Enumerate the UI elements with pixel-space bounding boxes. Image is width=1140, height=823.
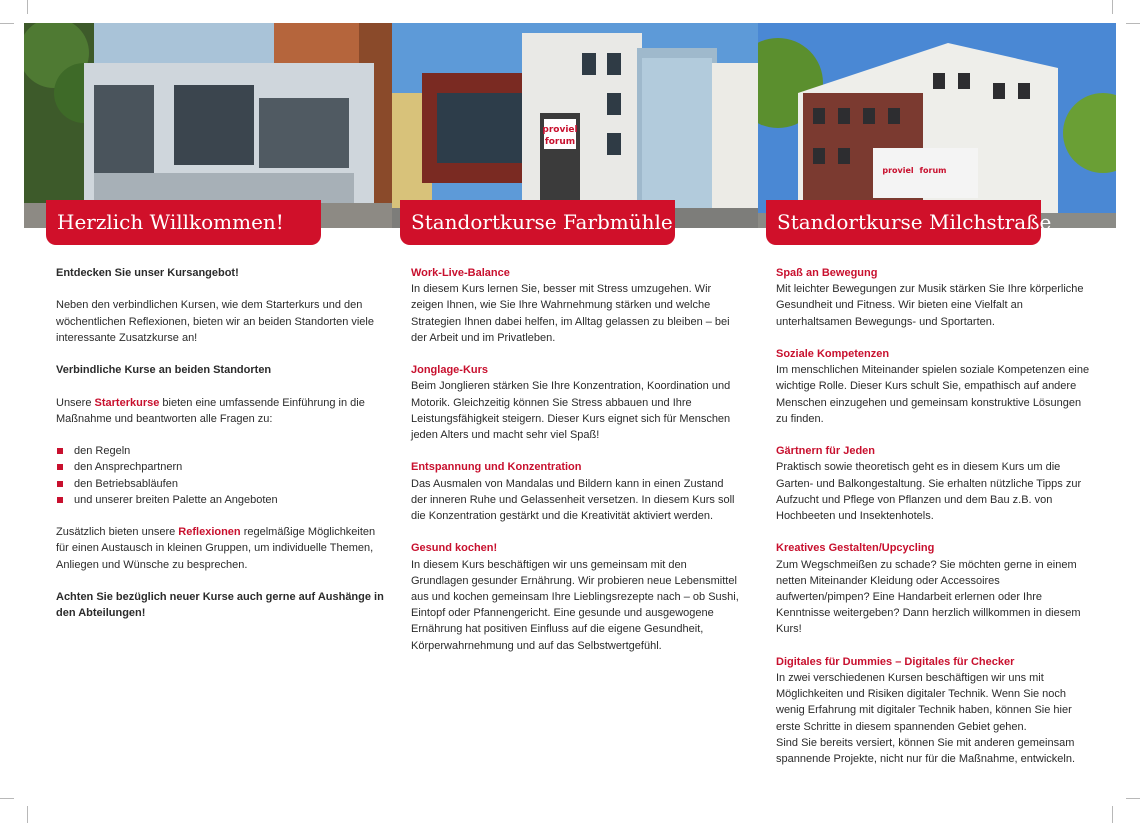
course-text: In zwei verschiedenen Kursen beschäftigen wir uns mit Möglichkeiten und Risiken digitaler Technik. Wenn Sie noch wenig Erfahrung mit digitaler Technik haben, können Sie hier erste Schritte in diesem spannenden Gebiet gehen. [776,672,1072,733]
sign-text: forum [919,166,947,175]
course-title: Spaß an Bewegung [776,267,878,279]
column-farbmuehle [411,265,741,670]
crop-mark [27,0,28,14]
course-section [776,654,1091,767]
crop-mark [0,23,14,24]
topic-list [56,443,386,508]
course-text: Sind Sie bereits versiert, können Sie mit anderen gemeinsam spannende Projekte, nicht nur für die Maßnahme, entwickeln. [776,736,1075,766]
crop-mark [0,798,14,799]
crop-mark [1126,23,1140,24]
list-item: und unserer breiten Palette an Angeboten [56,492,386,508]
list-item: den Betriebsabläufen [56,476,386,492]
column-welcome [56,265,386,638]
reflexion-paragraph: Zusätzlich bieten unsere Reflexionen regelmäßige Möglichkeiten für einen Austausch in kleinen Gruppen, um individuelle Themen, Anliegen und Wünsche zu besprechen. [56,526,376,571]
photo-milchstrasse [758,23,1116,228]
course-section [411,540,741,653]
banner-farbmuehle: Standortkurse Farbmühle [400,200,675,245]
crop-mark [1112,0,1113,14]
course-title: Work-Live-Balance [411,267,510,279]
list-item: den Regeln [56,443,386,459]
intro-heading: Entdecken Sie unser Kursangebot! [56,267,239,279]
crop-mark [1112,806,1113,823]
crop-mark [27,806,28,823]
starter-highlight: Starterkurse [94,396,160,409]
intro-paragraph: Neben den verbindlichen Kursen, wie dem Starterkurs und den wöchentlichen Reflexionen, bieten wir an beiden Standorten viele interessante Zusatzkurse an! [56,299,374,344]
course-title: Kreatives Gestalten/Upcycling [776,542,935,555]
course-section [776,265,1091,330]
crop-mark [1126,798,1140,799]
course-section [776,540,1091,637]
photo-container-building [24,23,392,228]
notice-paragraph: Achten Sie bezüglich neuer Kurse auch gerne auf Aushänge in den Abteilungen! [56,590,384,620]
banner-milchstrasse: Standortkurse Milchstraße [766,200,1041,245]
course-title: Gärtnern für Jeden [776,445,876,458]
sign-text: proviel [542,125,578,135]
sign-text: proviel [882,166,914,175]
banner-welcome: Herzlich Willkommen! [46,200,321,245]
course-text: Mit leichter Bewegungen zur Musik stärken Sie Ihre körperliche Gesundheit und Fitness. Wir bieten eine Vielfalt an unterhaltsamen Bewegungs- und Sportarten. [776,283,1084,328]
course-text: Im menschlichen Miteinander spielen soziale Kompetenzen eine wichtige Rolle. Dieser Kurs schult Sie, empathisch auf andere Menschen einzugehen und gemeinsam konstruktive Lösungen zu finden. [776,364,1090,425]
reflexion-highlight: Reflexionen [178,526,241,539]
course-text: Beim Jonglieren stärken Sie Ihre Konzentration, Koordination und Motorik. Gleichzeitig können Sie Stress abbauen und Ihre Leistungsfähigkeit steigern. Dieser Kurs eignet sich für Menschen jeden Alters und macht sehr viel Spaß! [411,380,731,442]
course-text: Das Ausmalen von Mandalas und Bildern kann in einen Zustand der inneren Ruhe und Gelassenheit versetzen. In diesem Kurs soll die Konzentration gestärkt und die Kreativität aktiviert werden. [411,477,735,523]
course-title: Entspannung und Konzentration [411,461,582,474]
course-section [411,459,741,524]
photo-farbmuehle [392,23,758,228]
course-title: Gesund kochen! [411,542,498,555]
course-text: Praktisch sowie theoretisch geht es in diesem Kurs um die Garten- und Balkongestaltung. Sie erhalten nützliche Tipps zur Aufzucht und Pflege von Pflanzen und dem Bau z.B. von Hochbeeten und Insektenhotels. [776,461,1082,523]
mandatory-courses-heading: Verbindliche Kurse an beiden Standorten [56,364,272,377]
starter-paragraph: Unsere Starterkurse bieten eine umfassende Einführung in die Maßnahme und beantworten alle Fragen zu: [56,396,365,425]
course-title: Digitales für Dummies – Digitales für Checker [776,655,1015,668]
course-section [411,362,741,443]
course-text: In diesem Kurs lernen Sie, besser mit Stress umzugehen. Wir zeigen Ihnen, wie Sie Ihre Wahrnehmung stärken und welche Strategien Ihnen dabei helfen, im Alltag gelassen zu bleiben – bei der Arbeit und im Privatleben. [411,283,730,344]
sign-text: forum [544,137,576,147]
course-title: Soziale Kompetenzen [776,348,890,360]
column-milchstrasse [776,265,1091,783]
course-title: Jonglage-Kurs [411,364,489,377]
course-text: Zum Wegschmeißen zu schade? Sie möchten gerne in einem netten Miteinander Kleidung oder Accessoires aufwerten/pimpen? Eine Handarbeit erlernen oder Ihre Kenntnisse weitergeben? Dann herzlich willkommen in diesem Kurs! [776,558,1081,636]
course-section [776,443,1091,524]
course-section [411,265,741,346]
course-section [776,346,1091,427]
course-text: In diesem Kurs beschäftigen wir uns gemeinsam mit den Grundlagen gesunder Ernährung. Wir probieren neue Lebensmittel aus und kochen gemeinsam Ihre Lieblingsrezepte nach – ob Sushi, Eintopf oder Pfannengericht. Eine gesunde und ausgewogene Ernährung hat positiven Einfluss auf die eigene Gesundheit, Körperwahrnehmung und auf das Selbstwertgefühl. [411,558,739,652]
list-item: den Ansprechpartnern [56,459,386,475]
